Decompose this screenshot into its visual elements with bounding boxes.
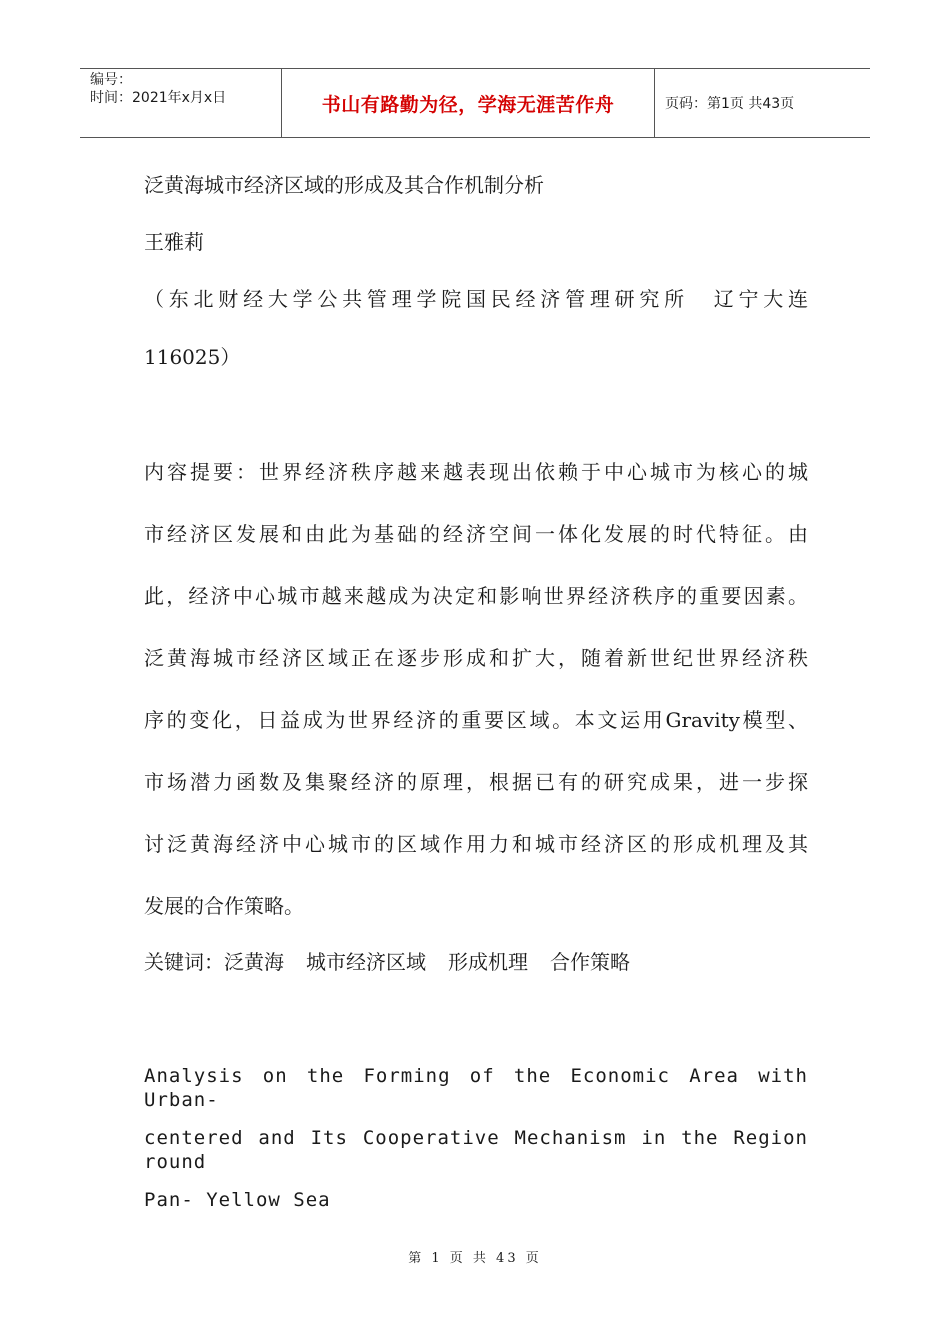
keyword: 形成机理 bbox=[448, 950, 528, 974]
article-affiliation-line-2: 116025） bbox=[144, 345, 241, 369]
abstract-line: 市场潜力函数及集聚经济的原理，根据已有的研究成果，进一步探 bbox=[144, 770, 808, 794]
article-affiliation-line-1: （东北财经大学公共管理学院国民经济管理研究所 辽宁大连 bbox=[144, 287, 808, 311]
english-title-line: Analysis on the Forming of the Economic Area with Urban- bbox=[144, 1065, 808, 1111]
abstract-line: 此，经济中心城市越来越成为决定和影响世界经济秩序的重要因素。 bbox=[144, 584, 808, 608]
article-author: 王雅莉 bbox=[144, 230, 204, 254]
abstract-line: 泛黄海城市经济区域正在逐步形成和扩大，随着新世纪世界经济秩 bbox=[144, 646, 808, 670]
english-title-line: Pan- Yellow Sea bbox=[144, 1189, 331, 1211]
header-meta-cell bbox=[80, 69, 282, 137]
abstract-line: 讨泛黄海经济中心城市的区域作用力和城市经济区的形成机理及其 bbox=[144, 832, 808, 856]
page-footer: 第 1 页 共 43 页 bbox=[408, 1251, 542, 1266]
header-motto: 书山有路勤为径，学海无涯苦作舟 bbox=[282, 69, 655, 137]
abstract-line: 发展的合作策略。 bbox=[144, 894, 304, 918]
abstract-line: 序的变化，日益成为世界经济的重要区域。本文运用Gravity模型、 bbox=[144, 708, 808, 732]
document-number-label: 编号： bbox=[90, 72, 132, 88]
keyword: 城市经济区域 bbox=[306, 950, 426, 974]
document-header bbox=[80, 68, 870, 138]
keyword: 合作策略 bbox=[550, 950, 630, 974]
header-page-indicator: 页码：第1页 共43页 bbox=[665, 96, 795, 112]
abstract-line: 市经济区发展和由此为基础的经济空间一体化发展的时代特征。由 bbox=[144, 522, 808, 546]
english-title-line: centered and Its Cooperative Mechanism in the Region round bbox=[144, 1127, 808, 1173]
abstract-line: 内容提要：世界经济秩序越来越表现出依赖于中心城市为核心的城 bbox=[144, 460, 808, 484]
keywords-label: 关键词： bbox=[144, 950, 224, 974]
keywords-row bbox=[144, 950, 630, 974]
article-title: 泛黄海城市经济区域的形成及其合作机制分析 bbox=[144, 173, 544, 197]
document-date: 时间：2021年x月x日 bbox=[90, 90, 227, 106]
keyword: 泛黄海 bbox=[224, 950, 284, 974]
